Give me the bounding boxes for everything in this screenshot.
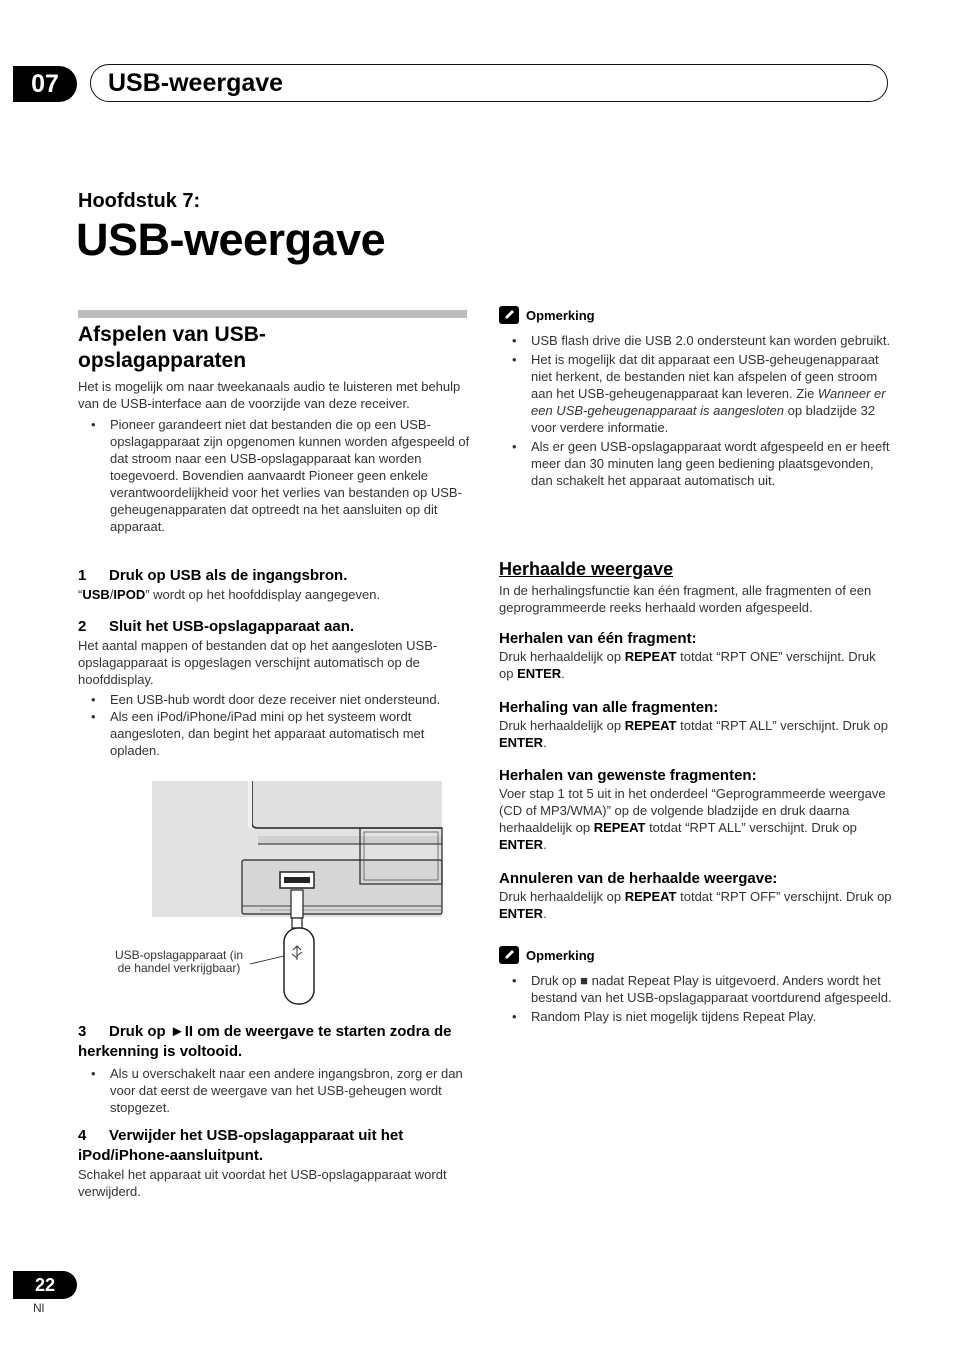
step-4-text: Schakel het apparaat uit voordat het USB-opslagapparaat wordt verwijderd. xyxy=(78,1167,447,1199)
repeat-cancel-text: Druk herhaaldelijk op REPEAT totdat “RPT OFF” verschijnt. Druk op ENTER. xyxy=(499,889,892,921)
chapter-header-title: USB-weergave xyxy=(108,69,284,97)
list-item: • Als er geen USB-opslagapparaat wordt afgespeeld en er heeft meer dan 30 minuten lang geen bediening plaatsgevonden, dan schakelt het apparaat automatisch uit. xyxy=(499,438,893,489)
list-item: • Druk op ■ nadat Repeat Play is uitgevoerd. Anders wordt het bestand van het USB-opslagapparaat voortdurend afgespeeld. xyxy=(499,972,893,1006)
chapter-title-bar xyxy=(90,64,888,102)
figure-caption-line-2: de handel verkrijgbaar) xyxy=(117,961,241,975)
step-3-title: 3 Druk op ►II om de weergave te starten zodra de herkenning is voltooid. xyxy=(78,1023,452,1060)
note-2-bullets xyxy=(499,972,893,1025)
repeat-one-text: Druk herhaaldelijk op REPEAT totdat “RPT ONE” verschijnt. Druk op ENTER. xyxy=(499,649,876,681)
page-number-badge xyxy=(13,1271,77,1299)
list-item: • Random Play is niet mogelijk tijdens Repeat Play. xyxy=(499,1008,893,1025)
page-title: USB-weergave xyxy=(76,214,386,265)
repeat-section xyxy=(499,559,893,616)
stop-icon: ■ xyxy=(580,973,588,988)
pencil-note-icon xyxy=(499,306,519,324)
list-item: • Het is mogelijk dat dit apparaat een USB-geheugenapparaat niet herkent, de bestanden niet kan afspelen of geen stroom aan het USB-geheugenapparaat kan leveren. Zie Wanneer er een USB-geheugenapparaat is aangesloten op bladzijde 32 voor verdere informatie. xyxy=(499,351,893,436)
repeat-programmed-title: Herhalen van gewenste fragmenten: xyxy=(499,767,757,784)
step-1 xyxy=(78,566,470,603)
repeat-all-title: Herhaling van alle fragmenten: xyxy=(499,699,719,716)
note-2-heading xyxy=(499,946,893,964)
play-pause-icon: ►II xyxy=(169,1023,194,1040)
step-4 xyxy=(78,1126,470,1200)
note-1-bullets xyxy=(499,332,893,489)
chapter-number: 07 xyxy=(31,70,59,98)
repeat-intro: In de herhalingsfunctie kan één fragment, alle fragmenten of een geprogrammeerde reeks herhaald worden afgespeeld. xyxy=(499,583,872,615)
repeat-all xyxy=(499,698,893,751)
step-2-title: 2 Sluit het USB-opslagapparaat aan. xyxy=(78,618,355,635)
repeat-cancel xyxy=(499,869,893,922)
note-1-heading xyxy=(499,306,893,324)
step-4-title: 4 Verwijder het USB-opslagapparaat uit het iPod/iPhone-aansluitpunt. xyxy=(78,1127,404,1164)
repeat-programmed xyxy=(499,766,893,853)
section-title: Afspelen van USB-opslagapparaten xyxy=(78,323,266,372)
section-rule xyxy=(78,310,467,318)
step-2 xyxy=(78,617,470,759)
note-2-label: Opmerking xyxy=(526,947,595,963)
repeat-all-text: Druk herhaaldelijk op REPEAT totdat “RPT ALL” verschijnt. Druk op ENTER. xyxy=(499,718,888,750)
step-1-title: 1 Druk op USB als de ingangsbron. xyxy=(78,567,348,584)
figure-caption-line-1: USB-opslagapparaat (in xyxy=(114,948,244,962)
intro-bullets xyxy=(78,416,470,535)
repeat-programmed-text: Voer stap 1 tot 5 uit in het onderdeel “Geprogrammeerde weergave (CD of MP3/WMA)” op de volgende bladzijde en druk daarna herhaaldelijk op REPEAT totdat “RPT ALL” verschijnt. Druk op ENTER. xyxy=(499,786,886,852)
chapter-label: Hoofdstuk 7: xyxy=(78,190,201,212)
pencil-note-icon xyxy=(499,946,519,964)
repeat-one xyxy=(499,629,893,682)
repeat-cancel-title: Annuleren van de herhaalde weergave: xyxy=(499,870,778,887)
step-3-bullets xyxy=(78,1065,470,1116)
list-item: • Als u overschakelt naar een andere ingangsbron, zorg er dan voor dat eerst de weergave van het USB-geheugen wordt stopgezet. xyxy=(78,1065,470,1116)
list-item: • Als een iPod/iPhone/iPad mini op het systeem wordt aangesloten, dan begint het apparaat automatisch met opladen. xyxy=(78,708,470,759)
note-1-label: Opmerking xyxy=(526,307,595,323)
repeat-title: Herhaalde weergave xyxy=(499,559,674,579)
step-1-text: “USB/IPOD” wordt op het hoofddisplay aangegeven. xyxy=(78,587,381,602)
intro-text: Het is mogelijk om naar tweekanaals audio te luisteren met behulp van de USB-interface aan de voorzijde van deze receiver. xyxy=(78,379,461,411)
chapter-number-badge xyxy=(13,66,77,102)
list-item: • USB flash drive die USB 2.0 ondersteunt kan worden gebruikt. xyxy=(499,332,893,349)
page-number: 22 xyxy=(34,1275,56,1295)
list-item: • Pioneer garandeert niet dat bestanden die op een USB-opslagapparaat zijn opgenomen kunnen worden afgespeeld of dat stroom naar een USB-opslagapparaat kan worden toegevoerd. Bovendien aanvaardt Pioneer geen enkele verantwoordelijkheid voor het verlies van bestanden op USB-geheugenapparaten dat optreedt na het aansluiten op dit apparaat. xyxy=(78,416,470,535)
language-code: Nl xyxy=(33,1301,45,1315)
left-column-top xyxy=(78,322,470,535)
note-2 xyxy=(499,946,893,1025)
figure-caption xyxy=(96,949,262,975)
step-2-bullets xyxy=(78,691,470,759)
note-1 xyxy=(499,306,893,489)
repeat-one-title: Herhalen van één fragment: xyxy=(499,630,697,647)
list-item: • Een USB-hub wordt door deze receiver niet ondersteund. xyxy=(78,691,470,708)
step-3 xyxy=(78,1022,470,1116)
step-2-text: Het aantal mappen of bestanden dat op het aangesloten USB-opslagapparaat is opgeslagen verschijnt automatisch op de hoofddisplay. xyxy=(78,638,438,687)
